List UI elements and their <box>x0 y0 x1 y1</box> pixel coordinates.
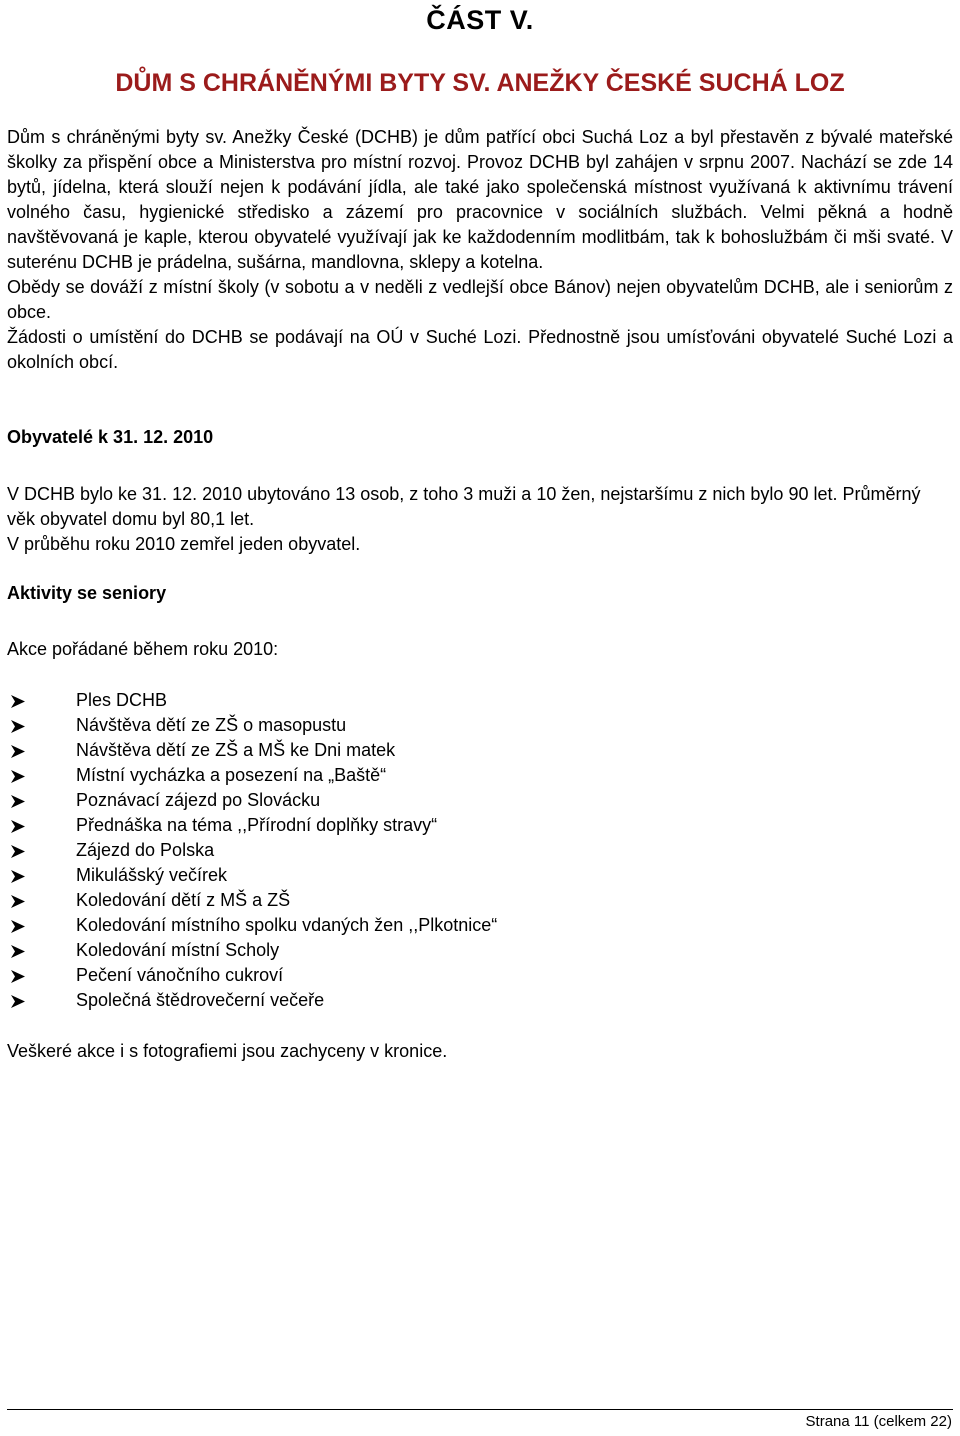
activity-label: Společná štědrovečerní večeře <box>76 990 325 1010</box>
arrow-bullet-icon <box>11 870 25 883</box>
list-item <box>7 938 497 963</box>
residents-heading: Obyvatelé k 31. 12. 2010 <box>7 427 214 447</box>
arrow-bullet-icon <box>11 820 25 833</box>
arrow-bullet-icon <box>11 920 25 933</box>
arrow-bullet-icon <box>11 895 25 908</box>
activity-label: Koledování místního spolku vdaných žen ,,Plkotnice“ <box>76 915 498 935</box>
arrow-bullet-icon <box>11 845 25 858</box>
arrow-bullet-icon <box>11 995 25 1008</box>
intro-section <box>7 125 953 375</box>
activities-intro: Akce pořádané během roku 2010: <box>7 639 279 659</box>
list-item <box>7 863 497 888</box>
list-item <box>7 813 497 838</box>
residents-deaths: V průběhu roku 2010 zemřel jeden obyvatel. <box>7 534 361 554</box>
activity-label: Poznávací zájezd po Slovácku <box>76 790 321 810</box>
footer-divider <box>7 1409 953 1410</box>
activity-label: Návštěva dětí ze ZŠ a MŠ ke Dni matek <box>76 740 396 760</box>
list-item <box>7 788 497 813</box>
activity-label: Mikulášský večírek <box>76 865 228 885</box>
arrow-bullet-icon <box>11 970 25 983</box>
arrow-bullet-icon <box>11 770 25 783</box>
list-item <box>7 763 497 788</box>
arrow-bullet-icon <box>11 795 25 808</box>
activity-label: Ples DCHB <box>76 690 168 710</box>
residents-stats <box>7 482 953 557</box>
list-item <box>7 738 497 763</box>
activity-label: Pečení vánočního cukroví <box>76 965 284 985</box>
list-item <box>7 838 497 863</box>
part-heading: ČÁST V. <box>426 5 534 35</box>
activity-label: Přednáška na téma ,,Přírodní doplňky stravy“ <box>76 815 438 835</box>
intro-paragraph-1: Dům s chráněnými byty sv. Anežky České (DCHB) je dům patřící obci Suchá Loz a byl přestavěn z bývalé mateřské školky za přispění obce a Ministerstva pro místní rozvoj. Provoz DCHB byl zahájen v srpnu 2007. Nachází se zde 14 bytů, jídelna, která slouží nejen k podávání jídla, ale také jako společenská místnost využívaná k aktivnímu trávení volného času, hygienické středisko a zázemí pro pracovnice v sociálních službách. Velmi pěkná a hodně navštěvovaná je kaple, kterou obyvatelé využívají jak ke každodenním modlitbám, tak k bohoslužbám či mši svaté. V suterénu DCHB je prádelna, sušárna, mandlovna, sklepy a kotelna. <box>7 127 953 272</box>
arrow-bullet-icon <box>11 745 25 758</box>
activity-label: Koledování místní Scholy <box>76 940 280 960</box>
page-number: Strana 11 (celkem 22) <box>805 1413 952 1430</box>
section-title: DŮM S CHRÁNĚNÝMI BYTY SV. ANEŽKY ČESKÉ SUCHÁ LOZ <box>115 69 845 97</box>
list-item <box>7 963 497 988</box>
activity-label: Návštěva dětí ze ZŠ o masopustu <box>76 715 347 735</box>
list-item <box>7 988 497 1013</box>
list-item <box>7 913 497 938</box>
closing-note: Veškeré akce i s fotografiemi jsou zachyceny v kronice. <box>7 1041 448 1061</box>
list-item <box>7 688 497 713</box>
arrow-bullet-icon <box>11 945 25 958</box>
activities-list <box>7 688 497 1013</box>
activity-label: Místní vycházka a posezení na „Baště“ <box>76 765 387 785</box>
activities-heading: Aktivity se seniory <box>7 583 167 603</box>
list-item <box>7 888 497 913</box>
arrow-bullet-icon <box>11 720 25 733</box>
activity-label: Koledování dětí z MŠ a ZŠ <box>76 890 291 910</box>
intro-paragraph-3: Žádosti o umístění do DCHB se podávají na OÚ v Suché Lozi. Přednostně jsou umísťováni obyvatelé Suché Lozi a okolních obcí. <box>7 327 953 372</box>
activity-label: Zájezd do Polska <box>76 840 215 860</box>
intro-paragraph-2: Obědy se dováží z místní školy (v sobotu a v neděli z vedlejší obce Bánov) nejen obyvatelům DCHB, ale i seniorům z obce. <box>7 277 953 322</box>
arrow-bullet-icon <box>11 695 25 708</box>
residents-paragraph: V DCHB bylo ke 31. 12. 2010 ubytováno 13 osob, z toho 3 muži a 10 žen, nejstaršímu z nich bylo 90 let. Průměrný věk obyvatel domu byl 80,1 let. <box>7 484 921 529</box>
list-item <box>7 713 497 738</box>
